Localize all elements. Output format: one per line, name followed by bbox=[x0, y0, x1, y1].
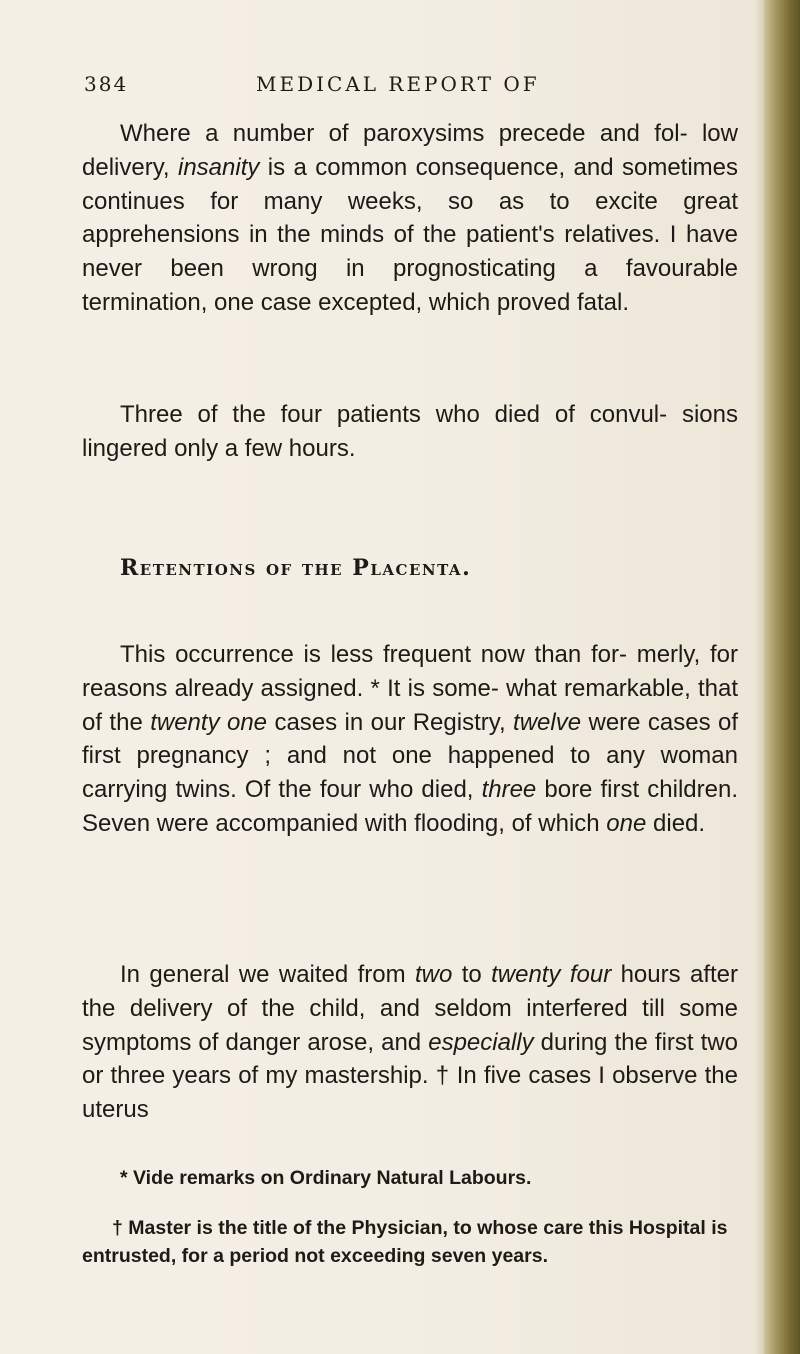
section-heading: Retentions of the Placenta. bbox=[120, 555, 472, 581]
page-number: 384 bbox=[84, 72, 129, 96]
paragraph-insanity: Where a number of paroxysims precede and fol- low delivery, insanity is a common consequence, and sometimes continues for many weeks, so as to excite great apprehensions in the minds of the patient's relatives. I have never been wrong in prognosticating a favourable termination, one case excepted, which proved fatal. bbox=[82, 120, 739, 316]
footnote-1: * Vide remarks on Ordinary Natural Labours. bbox=[120, 1167, 532, 1189]
paragraph-general: In general we waited from two to twenty four hours after the delivery of the child, and seldom interfered till some symptoms of danger arose, and especially during the first two or three years of my mastership. † In five cases I observe the uterus bbox=[82, 961, 738, 1124]
running-title: MEDICAL REPORT OF bbox=[256, 72, 540, 96]
page-header bbox=[84, 72, 724, 106]
paragraph-convulsions: Three of the four patients who died of convul- sions lingered only a few hours. bbox=[82, 401, 738, 462]
book-edge bbox=[764, 0, 800, 1354]
page-gutter-shadow bbox=[754, 0, 764, 1354]
paragraph-retentions: This occurrence is less frequent now than for- merly, for reasons already assigned. * It is some- what remarkable, that of the twenty one cases in our Registry, twelve were cases of first pregnancy ; and not one happened to any woman carrying twins. Of the four who died, three bore first children. Seven were accompanied with flooding, of which one died. bbox=[82, 641, 739, 837]
footnote-2: † Master is the title of the Physician, to whose care this Hospital is entrusted, for a period not exceeding seven years. bbox=[82, 1217, 728, 1267]
